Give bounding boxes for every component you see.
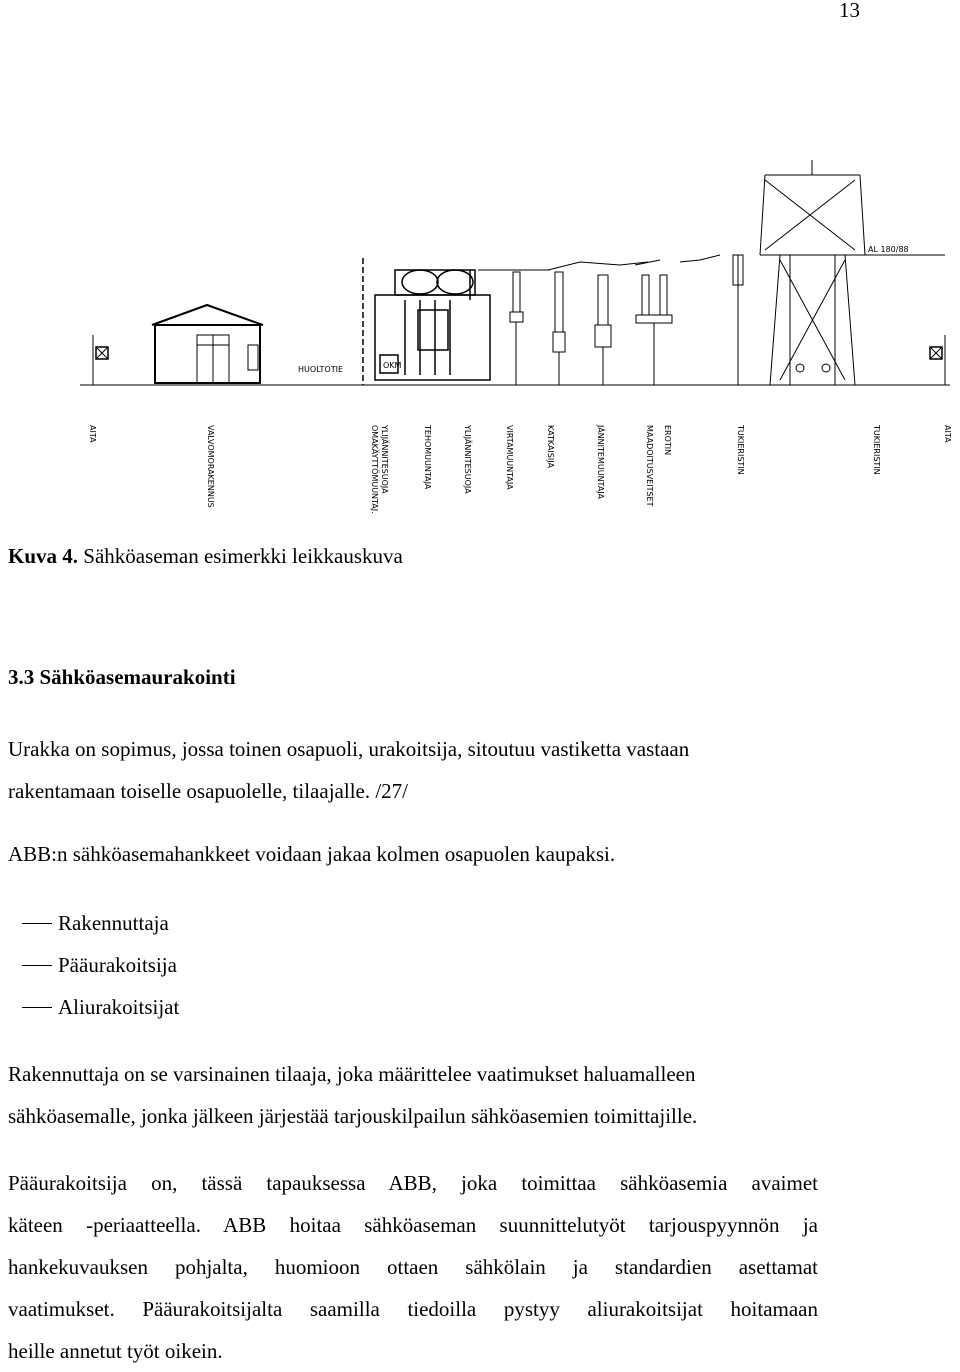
figure-caption-label: Kuva 4.: [8, 544, 79, 568]
current-transformer: [553, 272, 565, 385]
label-aita-left: AITA: [88, 425, 97, 443]
label-tukieristin-2: TUKIERISTIN: [872, 425, 881, 475]
figure-caption: [8, 544, 403, 569]
list-item-text: Rakennuttaja: [58, 911, 169, 935]
label-ylijannitesuoja-2: YLIJÄNNITESUOJA: [463, 425, 472, 494]
figure-caption-text: Sähköaseman esimerkki leikkauskuva: [78, 544, 403, 568]
voltage-transformer: [595, 275, 611, 385]
list-item: [8, 911, 169, 936]
list-item-text: Pääurakoitsija: [58, 953, 177, 977]
label-aita-right: AITA: [943, 425, 952, 443]
list-item-text: Aliurakoitsijat: [58, 995, 180, 1019]
paragraph-line: sähköasemalle, jonka jälkeen järjestää tarjouskilpailun sähköasemien toimittajille.: [8, 1104, 698, 1128]
label-omakayttomuuntaja: OMAKÄYTTÖMUUNTAJ.: [370, 425, 379, 514]
paragraph-line: rakentamaan toiselle osapuolelle, tilaajalle. /27/: [8, 779, 409, 803]
paragraph-line: Pääurakoitsija on, tässä tapauksessa ABB, joka toimittaa sähköasemia avaimet: [8, 1171, 818, 1195]
fence-left: [93, 335, 108, 385]
fence-right: [930, 335, 945, 385]
gantry-tower: [760, 160, 945, 385]
label-jannitemuuntaja: JÄNNITEMUUNTAJA: [596, 425, 605, 499]
label-virtamuuntaja: VIRTAMUUNTAJA: [505, 425, 514, 490]
label-tehomuuntaja: TEHOMUUNTAJA: [423, 425, 432, 490]
label-okm: OKM: [383, 361, 402, 370]
paragraph-line: vaatimukset. Pääurakoitsijalta saamilla tiedoilla pystyy aliurakoitsijat hoitamaan: [8, 1297, 818, 1321]
label-katkaisija: KATKAISIJA: [546, 425, 555, 468]
page-number: 13: [839, 0, 860, 22]
label-maadoitusveitset: MAADOITUSVEITSET: [645, 425, 654, 507]
paragraph-line: hankekuvauksen pohjalta, huomioon ottaen sähkölain ja standardien asettamat: [8, 1255, 818, 1279]
post-insulator: [733, 255, 743, 385]
paragraph-line: Urakka on sopimus, jossa toinen osapuoli, urakoitsija, sitoutuu vastiketta vastaan: [8, 737, 690, 761]
paragraph-2: [8, 833, 818, 875]
label-valvomorakennus: VALVOMORAKENNUS: [206, 425, 215, 508]
disconnector: [548, 255, 720, 385]
paragraph-line: käteen -periaatteella. ABB hoitaa sähköaseman suunnittelutyöt tarjouspyynnön ja: [8, 1213, 818, 1237]
list-item: [8, 953, 177, 978]
section-heading: 3.3 Sähköasemaurakointi: [8, 665, 236, 689]
control-building: [152, 305, 263, 383]
list-item: [8, 995, 179, 1020]
label-tukieristin-1: TUKIERISTIN: [736, 425, 745, 475]
paragraph-1: [8, 728, 818, 812]
paragraph-line: ABB:n sähköasemahankkeet voidaan jakaa kolmen osapuolen kaupaksi.: [8, 842, 616, 866]
surge-arrester: [510, 272, 523, 385]
substation-section-drawing: [70, 150, 960, 520]
paragraph-3: [8, 1053, 818, 1137]
label-huoltotie: HUOLTOTIE: [298, 365, 344, 374]
paragraph-line: heille annetut työt oikein.: [8, 1339, 223, 1363]
label-ylijannitesuoja-1: YLIJÄNNITESUOJA: [380, 425, 389, 494]
label-al-spec: AL 180/88: [868, 245, 909, 254]
paragraph-4: [8, 1162, 818, 1372]
label-erotin: EROTIN: [663, 425, 672, 456]
paragraph-line: Rakennuttaja on se varsinainen tilaaja, joka määrittelee vaatimukset haluamalleen: [8, 1062, 696, 1086]
